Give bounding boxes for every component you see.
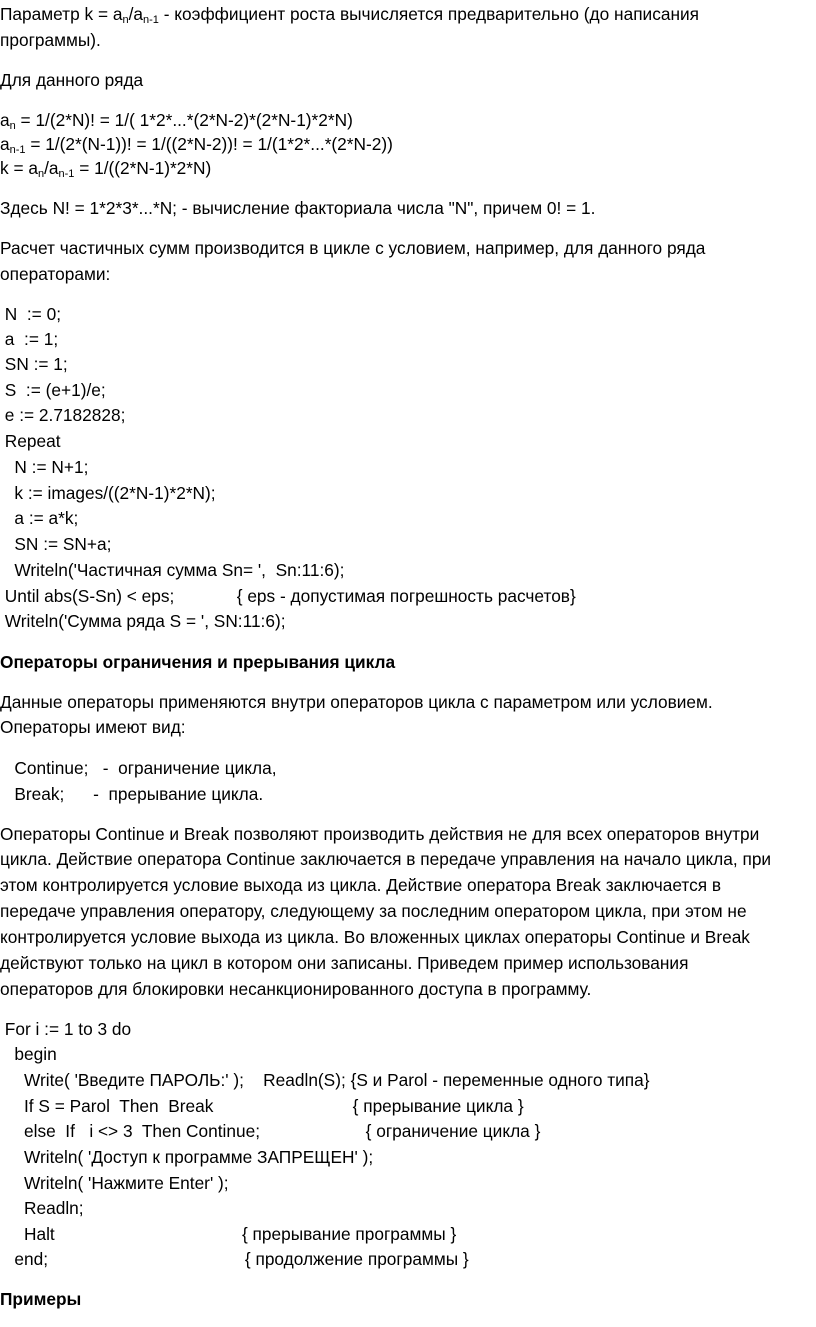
paragraph-line: действуют только на цикл в котором они записаны. Приведем пример использования bbox=[0, 953, 689, 973]
paragraph-line: операторов для блокировки несанкционированного доступа в программу. bbox=[0, 979, 592, 999]
formula-text: = 1/(2*(N-1))! = 1/((2*N-2))! = 1/(1*2*...*(2*N-2)) bbox=[25, 134, 393, 154]
code-line: Writeln('Сумма ряда S = ', SN:11:6); bbox=[0, 611, 286, 631]
paragraph-line: передаче управления оператору, следующему за последним оператором цикла, при этом не bbox=[0, 901, 747, 921]
section-title: Операторы ограничения и прерывания цикла bbox=[0, 652, 396, 672]
code-line: For i := 1 to 3 do bbox=[0, 1019, 132, 1039]
paragraph-line: этом контролируется условие выхода из цикла. Действие оператора Break заключается в bbox=[0, 875, 722, 895]
paragraph-line: Операторы Continue и Break позволяют производить действия не для всех операторов внутри bbox=[0, 824, 760, 844]
intro-text: Параметр k = a bbox=[0, 4, 123, 24]
code-line: begin bbox=[0, 1044, 57, 1064]
intro-text: - коэффициент роста вычисляется предварительно (до написания bbox=[158, 4, 700, 24]
code-line: k := images/((2*N-1)*2*N); bbox=[0, 483, 216, 503]
code-line: e := 2.7182828; bbox=[0, 405, 126, 425]
formula-text: = 1/((2*N-1)*2*N) bbox=[74, 158, 212, 178]
intro-text: /a bbox=[128, 4, 143, 24]
code-line: N := 0; bbox=[0, 304, 61, 324]
ops-list-continue: Continue; - ограничение цикла, bbox=[0, 758, 277, 778]
partial-sums-line-2: операторами: bbox=[0, 264, 111, 284]
code-line: If S = Parol Then Break { прерывание цикла } bbox=[0, 1096, 524, 1116]
formula-symbol: a bbox=[0, 134, 10, 154]
ops-intro-line-2: Операторы имеют вид: bbox=[0, 717, 186, 737]
code-line: Until abs(S-Sn) < eps; { eps - допустимая погрешность расчетов} bbox=[0, 586, 576, 606]
formula-k bbox=[0, 155, 211, 184]
code-line: end; { продолжение программы } bbox=[0, 1249, 469, 1269]
subscript-n: n bbox=[9, 120, 16, 132]
intro-line-1 bbox=[0, 1, 699, 30]
formula-text: = 1/(2*N)! = 1/( 1*2*...*(2*N-2)*(2*N-1)*2*N) bbox=[15, 110, 353, 130]
code-line: else If i <> 3 Then Continue; { ограничение цикла } bbox=[0, 1121, 541, 1141]
ops-intro-line-1: Данные операторы применяются внутри операторов цикла с параметром или условием. bbox=[0, 692, 713, 712]
subscript-n: n bbox=[122, 14, 129, 26]
code-line: a := 1; bbox=[0, 329, 59, 349]
code-line: SN := 1; bbox=[0, 354, 68, 374]
code-line: Writeln( 'Нажмите Enter' ); bbox=[0, 1173, 229, 1193]
series-heading: Для данного ряда bbox=[0, 70, 144, 90]
code-line: Writeln( 'Доступ к программе ЗАПРЕЩЕН' ); bbox=[0, 1147, 374, 1167]
formula-symbol: a bbox=[0, 110, 10, 130]
code-line: Halt { прерывание программы } bbox=[0, 1224, 457, 1244]
partial-sums-line-1: Расчет частичных сумм производится в цикле с условием, например, для данного ряда bbox=[0, 238, 706, 258]
factorial-note: Здесь N! = 1*2*3*...*N; - вычисление факториала числа "N", причем 0! = 1. bbox=[0, 198, 596, 218]
subscript-n-1: n-1 bbox=[143, 14, 159, 26]
paragraph-line: контролируется условие выхода из цикла. Во вложенных циклах операторы Continue и Break bbox=[0, 927, 750, 947]
subscript-n-1: n-1 bbox=[9, 144, 26, 156]
ops-list-break: Break; - прерывание цикла. bbox=[0, 784, 264, 804]
formula-text: /a bbox=[44, 158, 59, 178]
subscript-n: n bbox=[37, 168, 45, 180]
formula-text: k = a bbox=[0, 158, 38, 178]
code-line: Writeln('Частичная сумма Sn= ', Sn:11:6); bbox=[0, 560, 345, 580]
intro-line-2: программы). bbox=[0, 30, 101, 50]
examples-title: Примеры bbox=[0, 1289, 82, 1309]
subscript-n-1: n-1 bbox=[58, 168, 75, 180]
code-line: S := (e+1)/e; bbox=[0, 380, 106, 400]
code-line: SN := SN+a; bbox=[0, 534, 112, 554]
code-line: Readln; bbox=[0, 1198, 84, 1218]
paragraph-line: цикла. Действие оператора Continue заключается в передаче управления на начало цикла, при bbox=[0, 849, 772, 869]
code-line: Write( 'Введите ПАРОЛЬ:' ); Readln(S); {S и Parol - переменные одного типа} bbox=[0, 1070, 650, 1090]
code-line: a := a*k; bbox=[0, 508, 79, 528]
code-line: Repeat bbox=[0, 431, 61, 451]
code-line: N := N+1; bbox=[0, 457, 89, 477]
